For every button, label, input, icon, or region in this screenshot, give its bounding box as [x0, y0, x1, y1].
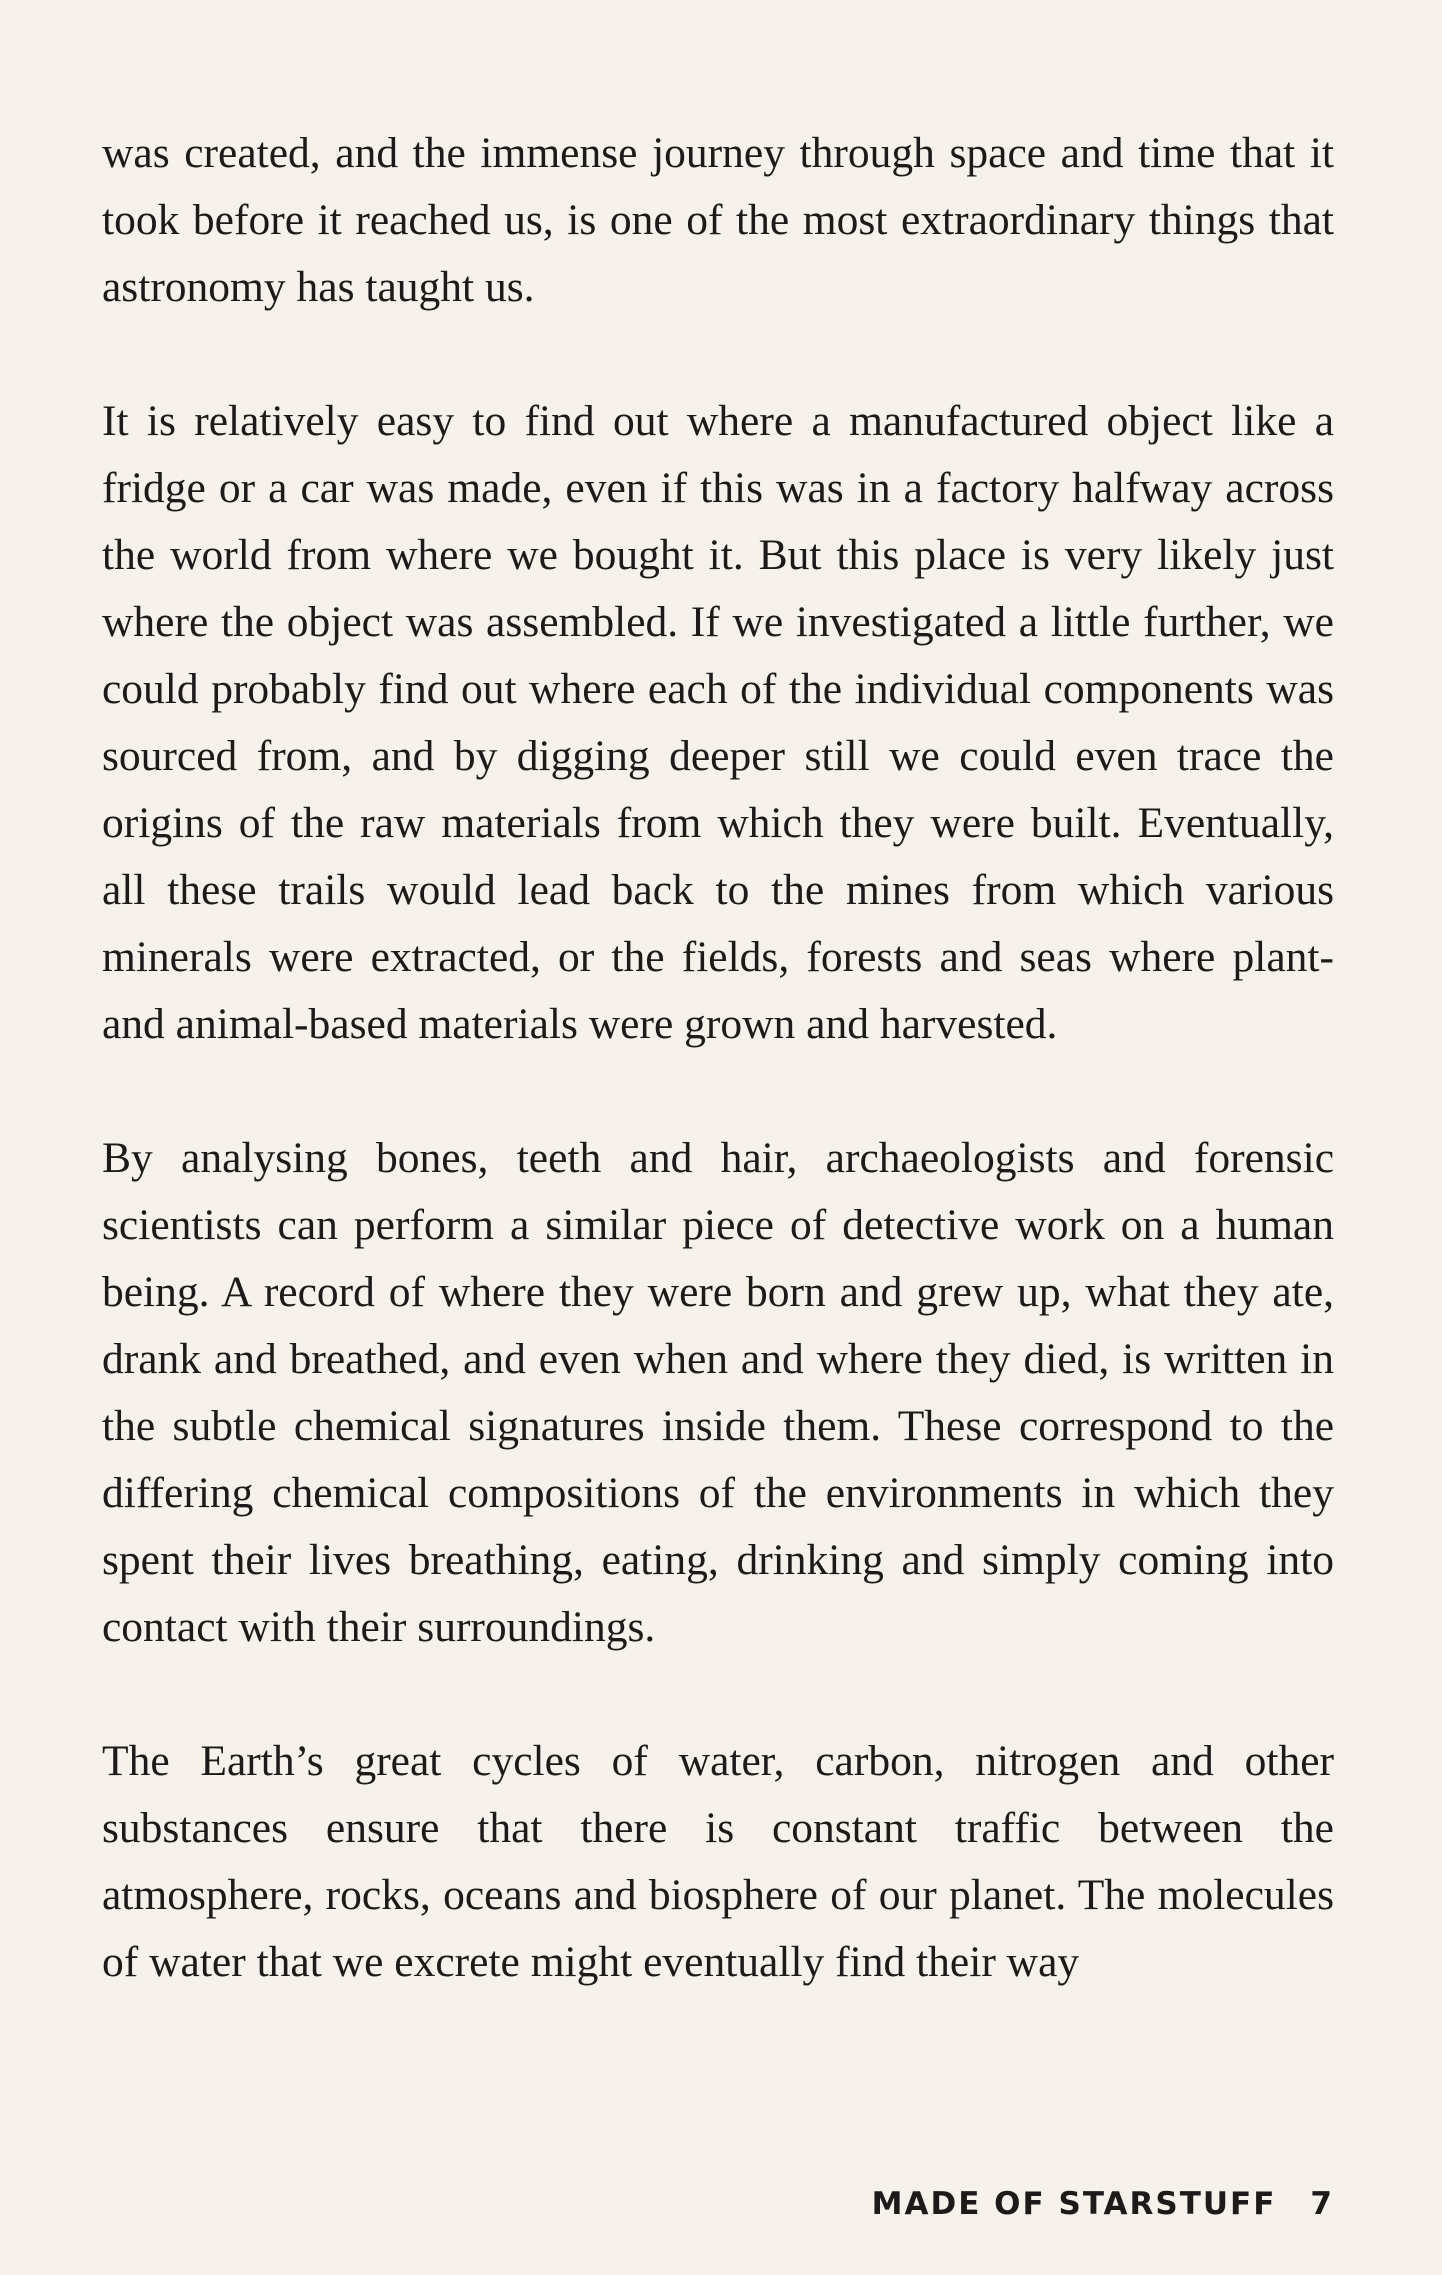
paragraph-2: It is relatively easy to find out where a manufactured object like a fridge or a car was made, even if this was in a factory halfway across the world from where we bought it. But this place is very likely just where the object was assembled. If we investigated a little further, we could probably find out where each of the individual components was sourced from, and by digging deeper still we could even trace the origins of the raw materials from which they were built. Eventually, all these trails would lead back to the mines from which various minerals were extracted, or the fields, forests and seas where plant- and animal-based materials were grown and harvested. [102, 397, 1334, 1048]
paragraph-4: The Earth’s great cycles of water, carbon, nitrogen and other substances ensure that there is constant traffic between the atmosphere, rocks, oceans and biosphere of our planet. The molecules of water that we excrete might eventually find their way [102, 1737, 1334, 1986]
page-number: 7 [1310, 2186, 1334, 2222]
body-text [102, 120, 1334, 2063]
running-title: MADE OF STARSTUFF [871, 2186, 1277, 2222]
page-footer [872, 2186, 1334, 2222]
paragraph-1: was created, and the immense journey through space and time that it took before it reached us, is one of the most extraordinary things that astronomy has taught us. [102, 129, 1334, 311]
paragraph-3: By analysing bones, teeth and hair, archaeologists and forensic scientists can perform a similar piece of detective work on a human being. A record of where they were born and grew up, what they ate, drank and breathed, and even when and where they died, is written in the subtle chemical signatures inside them. These correspond to the differing chemical compositions of the environments in which they spent their lives breathing, eating, drinking and simply coming into contact with their surroundings. [102, 1134, 1334, 1651]
